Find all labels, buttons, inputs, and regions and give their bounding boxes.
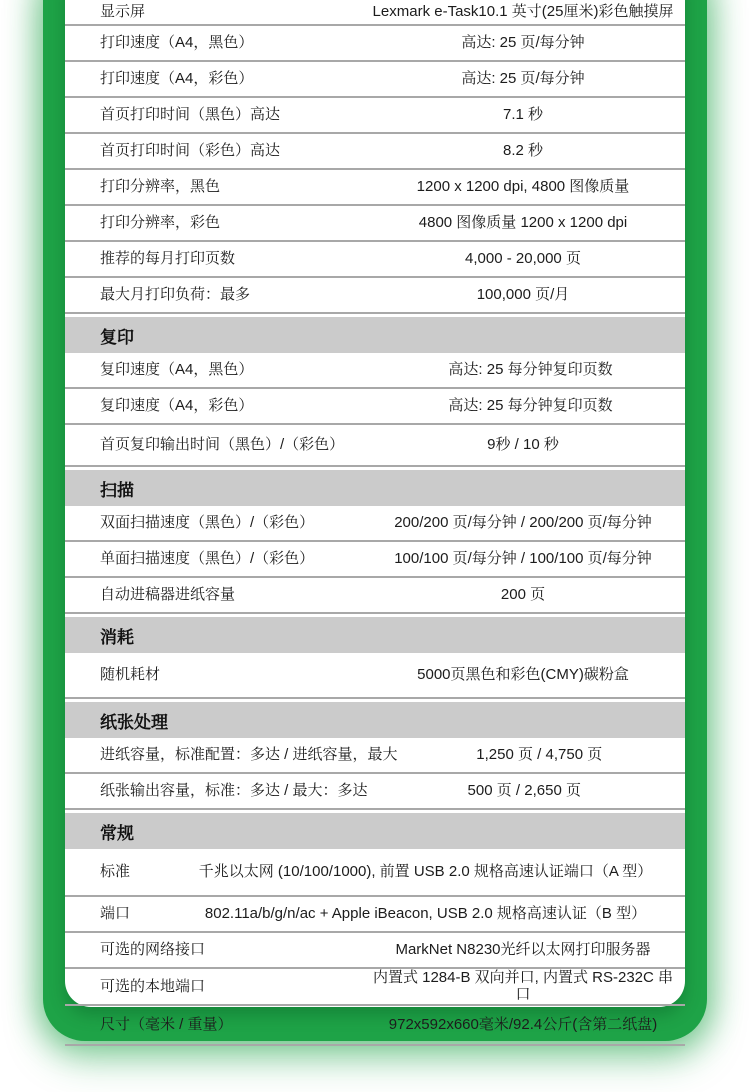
spec-row-value: 高达: 25 页/每分钟 bbox=[461, 70, 585, 88]
spec-row-value: 5000页黑色和彩色(CMY)碳粉盒 bbox=[417, 666, 629, 684]
spec-row-value: 7.1 秒 bbox=[502, 106, 544, 124]
spec-row-label: 首页打印时间（黑色）高达 bbox=[100, 106, 281, 124]
spec-row-value: 8.2 秒 bbox=[502, 142, 544, 160]
spec-row bbox=[65, 1006, 685, 1046]
spec-row-value: 9秒 / 10 秒 bbox=[487, 436, 559, 454]
spec-row-label: 随机耗材 bbox=[100, 666, 161, 684]
section-header-label: 消耗 bbox=[100, 627, 134, 647]
spec-row-label: 可选的网络接口 bbox=[100, 941, 206, 959]
spec-row-label: 打印分辨率，彩色 bbox=[100, 214, 221, 232]
spec-row-value: 972x592x660毫米/92.4公斤(含第二纸盘) bbox=[388, 1015, 658, 1033]
spec-row-value: 高达: 25 每分钟复印页数 bbox=[448, 361, 613, 379]
spec-row-value: 4,000 - 20,000 页 bbox=[465, 250, 581, 268]
spec-row-label: 复印速度（A4，黑色） bbox=[100, 361, 254, 379]
spec-row bbox=[65, 425, 685, 467]
spec-row-label: 自动进稿器进纸容量 bbox=[100, 586, 236, 604]
spec-row-value: 200 页 bbox=[500, 586, 546, 604]
spec-row-label: 最大月打印负荷：最多 bbox=[100, 286, 251, 304]
spec-row-value: 100,000 页/月 bbox=[476, 286, 570, 304]
spec-row bbox=[65, 969, 685, 1006]
spec-row-label: 打印速度（A4，黑色） bbox=[100, 34, 254, 52]
spec-row-value: MarkNet N8230光纤以太网打印服务器 bbox=[395, 941, 651, 959]
spec-row-label: 复印速度（A4，彩色） bbox=[100, 397, 254, 415]
spec-row bbox=[65, 933, 685, 969]
spec-row-value: 1,250 页 / 4,750 页 bbox=[476, 746, 603, 764]
spec-row-value: 500 页 / 2,650 页 bbox=[467, 782, 581, 800]
section-header bbox=[65, 317, 685, 353]
spec-row-label: 进纸容量，标准配置：多达 / 进纸容量，最大 bbox=[100, 746, 398, 764]
spec-row-label: 可选的本地端口 bbox=[100, 977, 206, 995]
section-header bbox=[65, 702, 685, 738]
spec-row bbox=[65, 542, 685, 578]
spec-row-label: 纸张输出容量，标准：多达 / 最大：多达 bbox=[100, 782, 368, 800]
spec-row-value: 4800 图像质量 1200 x 1200 dpi bbox=[418, 214, 628, 232]
spec-row bbox=[65, 134, 685, 170]
spec-row-value: Lexmark e-Task10.1 英寸(25厘米)彩色触摸屏 bbox=[372, 3, 674, 21]
section-header bbox=[65, 813, 685, 849]
spec-row-value: 高达: 25 页/每分钟 bbox=[461, 34, 585, 52]
spec-row-label: 首页复印输出时间（黑色）/（彩色） bbox=[100, 436, 345, 454]
spec-row bbox=[65, 506, 685, 542]
spec-row-label: 首页打印时间（彩色）高达 bbox=[100, 142, 281, 160]
spec-row bbox=[65, 98, 685, 134]
spec-row bbox=[65, 849, 685, 897]
spec-row bbox=[65, 353, 685, 389]
spec-row bbox=[65, 278, 685, 314]
spec-row-label: 标准 bbox=[100, 863, 131, 881]
spec-row-value: 高达: 25 每分钟复印页数 bbox=[448, 397, 613, 415]
section-header bbox=[65, 617, 685, 653]
green-frame bbox=[43, 0, 707, 1041]
spec-row-label: 推荐的每月打印页数 bbox=[100, 250, 236, 268]
spec-row-label: 双面扫描速度（黑色）/（彩色） bbox=[100, 514, 315, 532]
spec-row bbox=[65, 653, 685, 699]
spec-row-value: 100/100 页/每分钟 / 100/100 页/每分钟 bbox=[394, 550, 652, 568]
spec-row bbox=[65, 738, 685, 774]
spec-row bbox=[65, 242, 685, 278]
spec-row-value: 1200 x 1200 dpi, 4800 图像质量 bbox=[416, 178, 630, 196]
spec-row bbox=[65, 62, 685, 98]
section-header-label: 复印 bbox=[100, 327, 134, 347]
spec-row-value: 内置式 1284-B 双向并口, 内置式 RS-232C 串口 bbox=[372, 969, 674, 1004]
section-header-label: 纸张处理 bbox=[100, 712, 168, 732]
spec-table bbox=[65, 0, 685, 1046]
section-header bbox=[65, 470, 685, 506]
spec-row-value: 200/200 页/每分钟 / 200/200 页/每分钟 bbox=[394, 514, 652, 532]
spec-row bbox=[65, 170, 685, 206]
spec-card bbox=[65, 0, 685, 1033]
spec-row bbox=[65, 389, 685, 425]
spec-row bbox=[65, 0, 685, 26]
spec-row-label: 打印速度（A4，彩色） bbox=[100, 70, 254, 88]
spec-row-label: 打印分辨率，黑色 bbox=[100, 178, 221, 196]
spec-row-value: 802.11a/b/g/n/ac + Apple iBeacon, USB 2.0 规格高速认证（B 型） bbox=[204, 905, 647, 923]
spec-row bbox=[65, 206, 685, 242]
spec-row bbox=[65, 897, 685, 933]
spec-row bbox=[65, 26, 685, 62]
spec-row-label: 单面扫描速度（黑色）/（彩色） bbox=[100, 550, 315, 568]
spec-row-value: 千兆以太网 (10/100/1000), 前置 USB 2.0 规格高速认证端口（A 型） bbox=[198, 863, 653, 881]
section-header-label: 常规 bbox=[100, 823, 134, 843]
spec-row bbox=[65, 774, 685, 810]
spec-row-label: 尺寸（毫米 / 重量） bbox=[100, 1015, 233, 1033]
spec-row-label: 端口 bbox=[100, 905, 131, 923]
spec-row bbox=[65, 578, 685, 614]
section-header-label: 扫描 bbox=[100, 480, 134, 500]
spec-row-label: 显示屏 bbox=[100, 3, 146, 21]
